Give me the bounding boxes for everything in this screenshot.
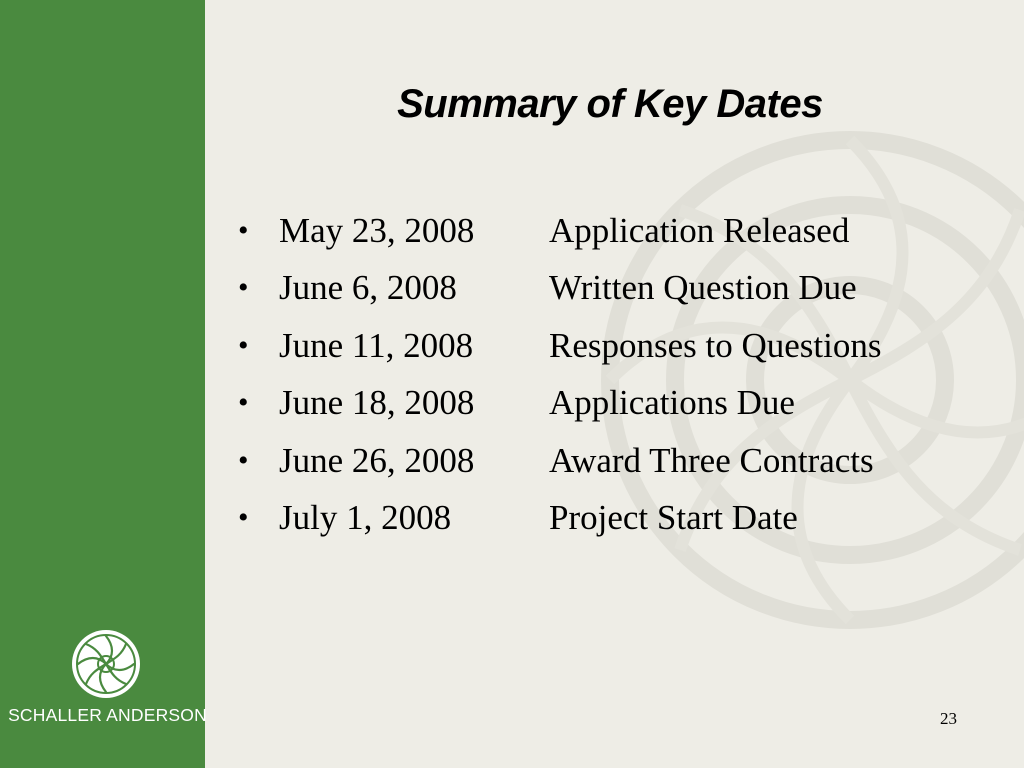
- list-item: [238, 317, 882, 375]
- date-text: June 18, 2008: [279, 383, 475, 423]
- company-name: SCHALLER ANDERSON: [8, 705, 207, 725]
- list-item: [238, 375, 882, 433]
- slide-title: Summary of Key Dates: [397, 82, 823, 126]
- date-text: May 23, 2008: [279, 210, 475, 250]
- bullet-icon: •: [238, 501, 249, 535]
- page-number: 23: [940, 709, 957, 728]
- schaller-anderson-logo: [70, 628, 142, 700]
- list-item: [238, 432, 882, 490]
- event-text: Applications Due: [549, 383, 795, 423]
- date-text: June 26, 2008: [279, 440, 475, 480]
- event-text: Project Start Date: [549, 498, 798, 538]
- key-dates-list: [238, 202, 882, 547]
- event-text: Responses to Questions: [549, 325, 882, 365]
- event-text: Written Question Due: [549, 268, 857, 308]
- date-text: June 11, 2008: [279, 325, 474, 365]
- date-text: July 1, 2008: [279, 498, 452, 538]
- event-text: Application Released: [549, 210, 850, 250]
- bullet-icon: •: [238, 443, 249, 477]
- bullet-icon: •: [238, 386, 249, 420]
- event-text: Award Three Contracts: [549, 440, 874, 480]
- list-item: [238, 260, 882, 318]
- list-item: [238, 490, 882, 548]
- bullet-icon: •: [238, 328, 249, 362]
- date-text: June 6, 2008: [279, 268, 457, 308]
- list-item: [238, 202, 882, 260]
- bullet-icon: •: [238, 271, 249, 305]
- bullet-icon: •: [238, 213, 249, 247]
